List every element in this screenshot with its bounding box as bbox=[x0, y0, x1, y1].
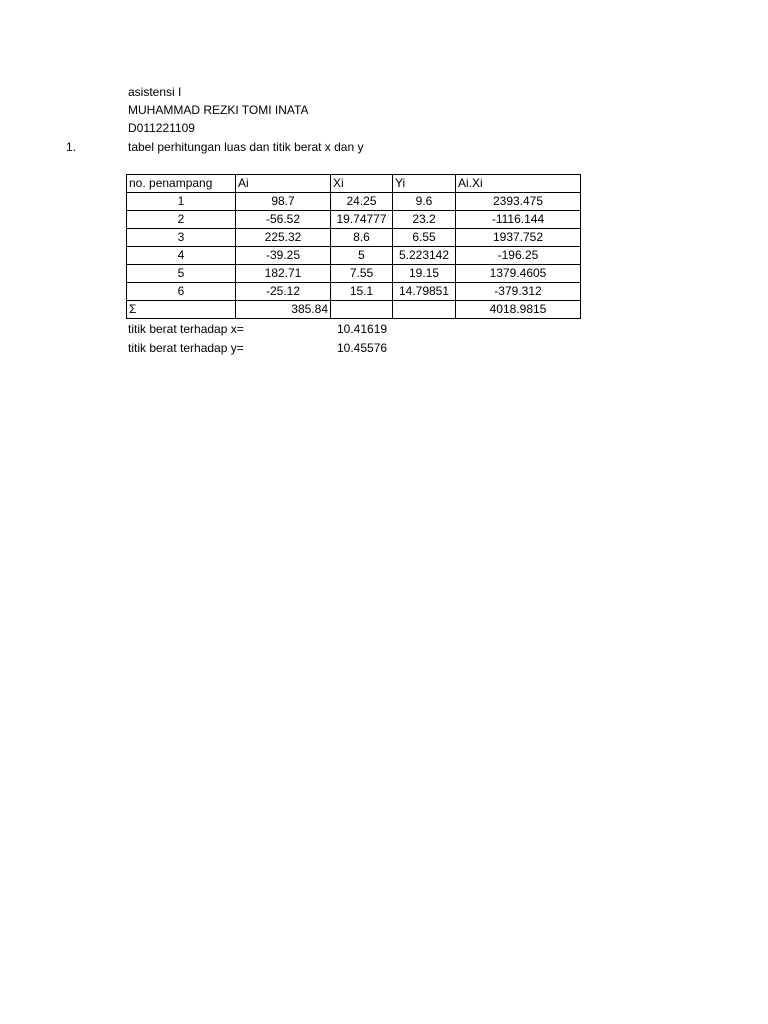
header-cell: Yi bbox=[393, 175, 456, 193]
table-cell: 6.55 bbox=[393, 229, 456, 247]
doc-title: asistensi I bbox=[128, 85, 182, 99]
table-cell: -25.12 bbox=[236, 283, 331, 301]
student-name: MUHAMMAD REZKI TOMI INATA bbox=[128, 103, 309, 117]
table-cell: 8.6 bbox=[331, 229, 393, 247]
table-cell: 19.74777 bbox=[331, 211, 393, 229]
table-cell: 4 bbox=[127, 247, 236, 265]
table-cell: 15.1 bbox=[331, 283, 393, 301]
table-cell: 182.71 bbox=[236, 265, 331, 283]
sum-area-cell: 385.84 bbox=[236, 301, 331, 319]
item-number: 1. bbox=[66, 140, 77, 154]
table-cell: 1379.4605 bbox=[456, 265, 581, 283]
header-cell: no. penampang bbox=[127, 175, 236, 193]
table-cell: 2393.475 bbox=[456, 193, 581, 211]
table-cell: -1116.144 bbox=[456, 211, 581, 229]
table-cell: 5 bbox=[331, 247, 393, 265]
sum-moment-cell: 4018.9815 bbox=[456, 301, 581, 319]
table-cell: 5 bbox=[127, 265, 236, 283]
table-cell: 6 bbox=[127, 283, 236, 301]
table-cell: 14.79851 bbox=[393, 283, 456, 301]
header-cell: Ai.Xi bbox=[456, 175, 581, 193]
table-cell: 1 bbox=[127, 193, 236, 211]
table-cell: 9.6 bbox=[393, 193, 456, 211]
table-cell: 5.223142 bbox=[393, 247, 456, 265]
header-cell: Ai bbox=[236, 175, 331, 193]
table-cell: 23.2 bbox=[393, 211, 456, 229]
table-cell: 24.25 bbox=[331, 193, 393, 211]
table-cell: -56.52 bbox=[236, 211, 331, 229]
table-cell: -379.312 bbox=[456, 283, 581, 301]
student-id: D011221109 bbox=[128, 121, 195, 135]
empty-cell bbox=[393, 301, 456, 319]
centroid-x-value: 10.41619 bbox=[337, 322, 388, 336]
table-row bbox=[127, 283, 581, 301]
table-cell: 225.32 bbox=[236, 229, 331, 247]
calculation-table bbox=[126, 174, 581, 319]
header-cell: Xi bbox=[331, 175, 393, 193]
table-cell: 2 bbox=[127, 211, 236, 229]
table-cell: 98.7 bbox=[236, 193, 331, 211]
table-row bbox=[127, 193, 581, 211]
table-cell: 3 bbox=[127, 229, 236, 247]
sum-row bbox=[127, 301, 581, 319]
table-cell: 19.15 bbox=[393, 265, 456, 283]
centroid-y-value: 10.45576 bbox=[337, 341, 388, 355]
table-cell: 1937.752 bbox=[456, 229, 581, 247]
table-row bbox=[127, 247, 581, 265]
table-header-row bbox=[127, 175, 581, 193]
empty-cell bbox=[331, 301, 393, 319]
item-title: tabel perhitungan luas dan titik berat x dan y bbox=[128, 140, 364, 154]
table-cell: -196.25 bbox=[456, 247, 581, 265]
table-cell: 7.55 bbox=[331, 265, 393, 283]
centroid-y-label: titik berat terhadap y= bbox=[128, 341, 244, 355]
table-row bbox=[127, 229, 581, 247]
sum-symbol-cell: Σ bbox=[127, 301, 236, 319]
table-cell: -39.25 bbox=[236, 247, 331, 265]
centroid-x-label: titik berat terhadap x= bbox=[128, 322, 244, 336]
table-row bbox=[127, 265, 581, 283]
table-row bbox=[127, 211, 581, 229]
